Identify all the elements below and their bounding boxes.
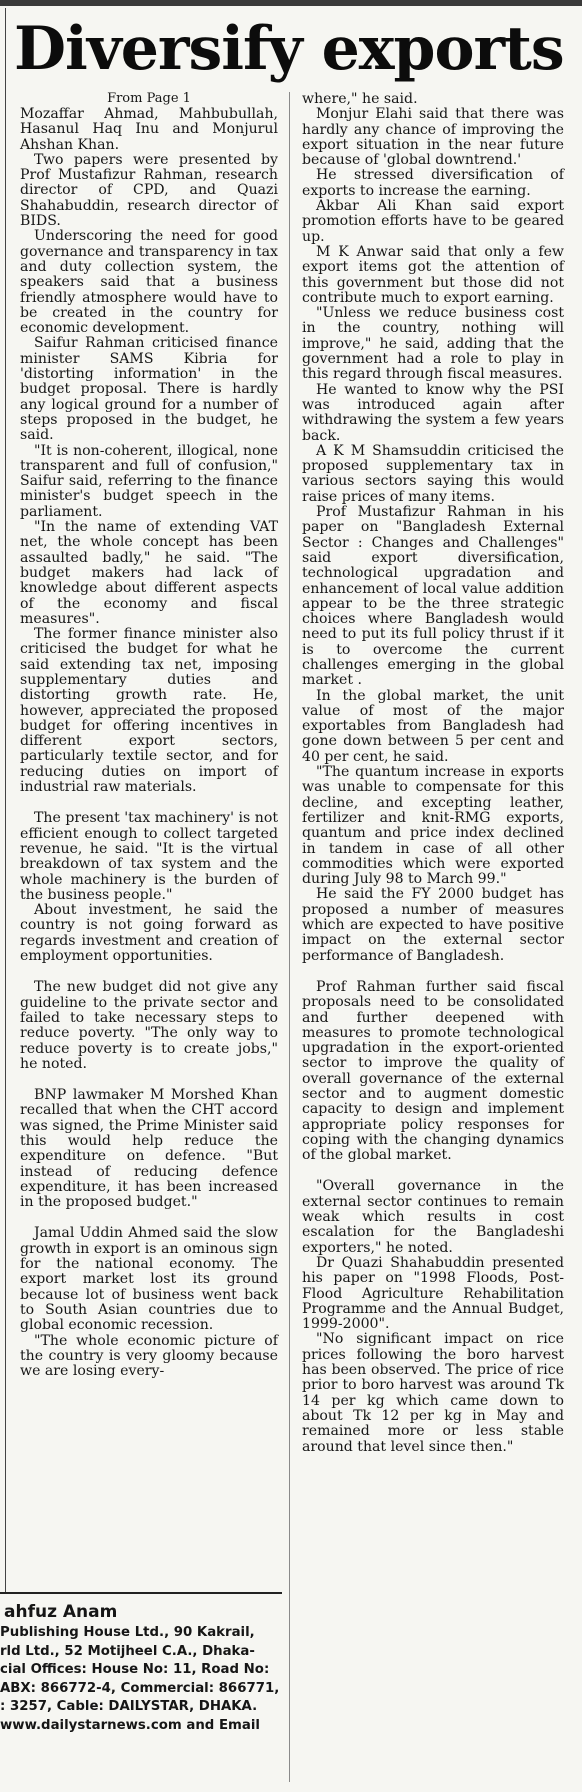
paragraph: He said the FY 2000 budget has proposed a number of measures which are expected to have positive impact on the external sector performance of Bangladesh. (302, 886, 564, 964)
paragraph: He stressed diversification of exports to increase the earning. (302, 167, 564, 199)
paragraph: Akbar Ali Khan said export promotion efforts have to be geared up. (302, 198, 564, 245)
paragraph: where," he said. (302, 91, 418, 107)
paragraph: Prof Mustafizur Rahman in his paper on "Bangladesh External Sector : Changes and Challenges" said export diversification, technological upgradation and enhancement of local value addition appear to be the three strategic choices where Bangladesh would need to put its full policy thrust if it is to overcome the current challenges emerging in the global market . (302, 504, 564, 689)
paragraph: Saifur Rahman criticised finance minister SAMS Kibria for 'distorting information' in the budget proposal. There is hardly any logical ground for a number of steps proposed in the budget, he said. (20, 335, 278, 444)
paragraph: "Overall governance in the external sector continues to remain weak which results in cost escalation for the Bangladeshi exporters," he noted. (302, 1178, 564, 1256)
imprint-line: rld Ltd., 52 Motijheel C.A., Dhaka- (0, 1643, 255, 1659)
paragraph: In the global market, the unit value of most of the major exportables from Bangladesh had gone down between 5 per cent and 40 per cent, he said. (302, 687, 564, 765)
paragraph: Underscoring the need for good governance and transparency in tax and duty collection system, the speakers said that a business friendly atmosphere would have to be created in the country for economic development. (20, 228, 278, 337)
paragraph: "No significant impact on rice prices following the boro harvest has been observed. The price of rice prior to boro harvest was around Tk 14 per kg which came down to about Tk 12 per kg in May and remained more or less stable around that level since then." (302, 1331, 564, 1455)
paragraph: "It is non-coherent, illogical, none transparent and full of confusion," Saifur said, referring to the finance minister's budget speech in the parliament. (20, 442, 278, 520)
paragraph: Mozaffar Ahmad, Mahbubullah, Hasanul Haq Inu and Monjurul Ahshan Khan. (20, 106, 278, 153)
left-border-rule (5, 8, 6, 1638)
publisher-imprint (0, 1592, 282, 1792)
imprint-line: cial Offices: House No: 11, Road No: (0, 1662, 270, 1677)
paragraph: The present 'tax machinery' is not efficient enough to collect targeted revenue, he said. "It is the virtual breakdown of tax system and the whole machinery is the burden of the business people." (20, 810, 278, 903)
paragraph: "The quantum increase in exports was unable to compensate for this decline, and excepting leather, fertilizer and knit-RMG exports, quantum and price index declined in tandem in case of all other commodities which were exported during July 98 to March 99." (302, 764, 564, 888)
paragraph: "Unless we reduce business cost in the country, nothing will improve," he said, adding that the government had a role to play in this regard through fiscal measures. (302, 305, 564, 383)
article-column-2 (302, 92, 564, 1455)
paragraph: "In the name of extending VAT net, the whole concept has been assaulted badly," he said. "The budget makers had lack of knowledge about different aspects of the economy and fiscal measures". (20, 519, 278, 627)
paragraph: About investment, he said the country is not going forward as regards investment and creation of employment opportunities. (20, 902, 278, 965)
paragraph: Two papers were presented by Prof Mustafizur Rahman, research director of CPD, and Quazi Shahabuddin, research director of BIDS. (20, 151, 278, 230)
imprint-line: : 3257, Cable: DAILYSTAR, DHAKA. (0, 1699, 258, 1714)
paragraph: "The whole economic picture of the country is very gloomy because we are losing every- (20, 1332, 278, 1380)
paragraph: M K Anwar said that only a few export items got the attention of this government but those did not contribute much to export earning. (302, 243, 564, 306)
paragraph: Monjur Elahi said that there was hardly any chance of improving the export situation in the near future because of 'global downtrend.' (302, 106, 564, 169)
editor-name: ahfuz Anam (4, 1602, 118, 1622)
paragraph: A K M Shamsuddin criticised the proposed supplementary tax in various sectors saying this would raise prices of many items. (302, 442, 564, 505)
top-rule (0, 0, 582, 6)
paragraph: The former finance minister also criticised the budget for what he said extending tax net, imposing supplementary duties and distorting growth rate. He, however, appreciated the proposed budget for offering incentives in different export sectors, particularly textile sector, and for reducing duties on import of industrial raw materials. (20, 626, 278, 796)
paragraph: The new budget did not give any guideline to the private sector and failed to take necessary steps to reduce poverty. "The only way to reduce poverty is to create jobs," he noted. (20, 979, 278, 1072)
paragraph: He wanted to know why the PSI was introduced again after withdrawing the system a few years back. (302, 381, 564, 444)
imprint-line: ABX: 866772-4, Commercial: 866771, (0, 1680, 280, 1696)
paragraph: Jamal Uddin Ahmed said the slow growth in export is an ominous sign for the national economy. The export market lost its ground because lot of business went back to South Asian countries due to global economic recession. (20, 1225, 278, 1334)
paragraph: Prof Rahman further said fiscal proposals need to be consolidated and further deepened with measures to promote technological upgradation in the export-oriented sector to improve the quality of overall governance of the external sector and to augment domestic capacity to design and implement appropriate policy responses for coping with the changing dynamics of the global market. (302, 978, 564, 1164)
paragraph: Dr Quazi Shahabuddin presented his paper on "1998 Floods, Post-Flood Agriculture Rehabilitation Programme and the Annual Budget, 1999-2000". (302, 1254, 564, 1333)
imprint-line: Publishing House Ltd., 90 Kakrail, (0, 1625, 255, 1640)
imprint-line: www.dailystarnews.com and Email (0, 1717, 260, 1733)
column-divider (289, 92, 290, 1782)
paragraph: BNP lawmaker M Morshed Khan recalled that when the CHT accord was signed, the Prime Minister said this would help reduce the expenditure on defence. "But instead of reducing defence expenditure, it has been increased in the proposed budget." (20, 1087, 278, 1211)
headline: Diversify exports (14, 14, 564, 84)
continuation-note: From Page 1 (107, 91, 191, 106)
article-column-1 (20, 92, 278, 1379)
